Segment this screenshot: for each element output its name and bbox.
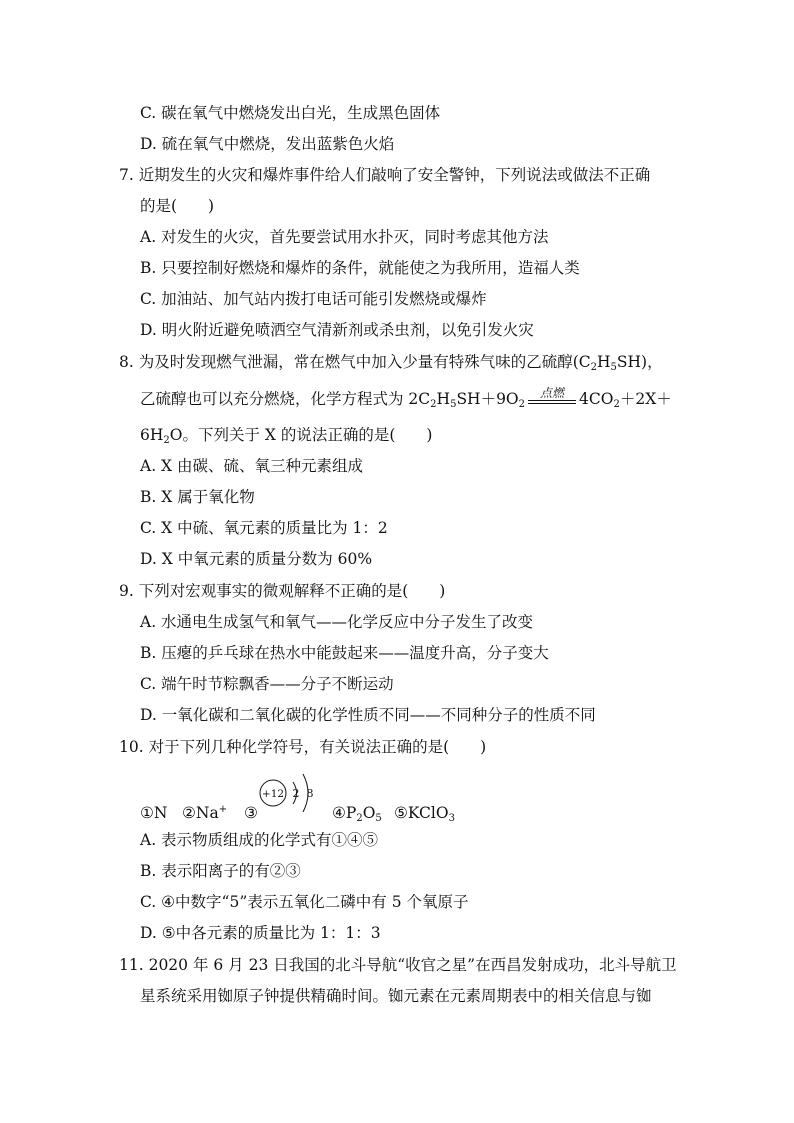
- q10-symbol-5: ⑤KClO$_3$: [394, 804, 455, 824]
- q6-option-c: C. 碳在氧气中燃烧发出白光，生成黑色固体: [140, 104, 441, 122]
- q8-option-b: B. X 属于氧化物: [140, 488, 255, 506]
- q8-option-a: A. X 由碳、硫、氧三种元素组成: [140, 457, 364, 475]
- q9-option-b: B. 压瘪的乒乓球在热水中能鼓起来——温度升高，分子变大: [140, 644, 549, 662]
- q10-stem: 10. 对于下列几种化学符号，有关说法正确的是( ): [119, 738, 487, 756]
- q7-option-d: D. 明火附近避免喷洒空气清新剂或杀虫剂，以免引发火灾: [140, 321, 534, 339]
- shell-1-electrons: 2: [292, 787, 300, 800]
- q9-stem: 9. 下列对宏观事实的微观解释不正确的是( ): [119, 582, 446, 600]
- q9-option-c: C. 端午时节粽飘香——分子不断运动: [140, 675, 394, 693]
- shell-2-electrons: 8: [306, 787, 314, 800]
- q7-stem-line1: 7. 近期发生的火灾和爆炸事件给人们敲响了安全警钟，下列说法或做法不正确: [119, 166, 651, 184]
- q10-option-a: A. 表示物质组成的化学式有①④⑤: [140, 831, 379, 849]
- q11-stem-line1: 11. 2020 年 6 月 23 日我国的北斗导航“收官之星”在西昌发射成功，北斗导航卫: [119, 956, 677, 974]
- q8-stem-line2: 乙硫醇也可以充分燃烧，化学方程式为 $2C_2H_5SH+9O_2$ 点燃 $4CO_2+2X+$: [140, 386, 672, 410]
- q7-option-c: C. 加油站、加气站内拨打电话可能引发燃烧或爆炸: [140, 290, 487, 308]
- q8-stem-line1: 8. 为及时发现燃气泄漏，常在燃气中加入少量有特殊气味的乙硫醇$(C_2H_5SH)$，: [119, 353, 663, 373]
- magnesium-ion-structure-diagram: [252, 762, 332, 828]
- q10-option-c: C. ④中数字“5”表示五氧化二磷中有 5 个氧原子: [140, 893, 469, 911]
- q11-stem-line2: 星系统采用铷原子钟提供精确时间。铷元素在元素周期表中的相关信息与铷: [140, 987, 652, 1005]
- q7-stem-line2: 的是( ): [140, 197, 215, 215]
- q10-symbol-4: $④P_2O_5$: [332, 804, 382, 824]
- q10-option-d: D. ⑤中各元素的质量比为 1：1：3: [140, 924, 381, 942]
- q8-option-c: C. X 中硫、氧元素的质量比为 1：2: [140, 519, 388, 537]
- q10-symbol-1: ①N: [140, 804, 168, 822]
- q8-option-d: D. X 中氧元素的质量分数为 60%: [140, 550, 373, 568]
- q10-symbol-3: ③: [244, 804, 258, 822]
- q7-option-a: A. 对发生的火灾，首先要尝试用水扑灭，同时考虑其他方法: [140, 228, 549, 246]
- q8-stem-line3: $6H_2O$。下列关于 X 的说法正确的是( ): [140, 426, 433, 446]
- q9-option-d: D. 一氧化碳和二氧化碳的化学性质不同——不同种分子的性质不同: [140, 706, 596, 724]
- q6-option-d: D. 硫在氧气中燃烧，发出蓝紫色火焰: [140, 135, 395, 153]
- q10-symbol-2: ②Na+: [182, 804, 228, 822]
- q7-option-b: B. 只要控制好燃烧和爆炸的条件，就能使之为我所用，造福人类: [140, 259, 580, 277]
- reaction-condition-arrow: 点燃: [528, 388, 576, 410]
- q9-option-a: A. 水通电生成氢气和氧气——化学反应中分子发生了改变: [140, 613, 534, 631]
- q10-option-b: B. 表示阳离子的有②③: [140, 862, 301, 880]
- nucleus-charge: +12: [261, 788, 285, 800]
